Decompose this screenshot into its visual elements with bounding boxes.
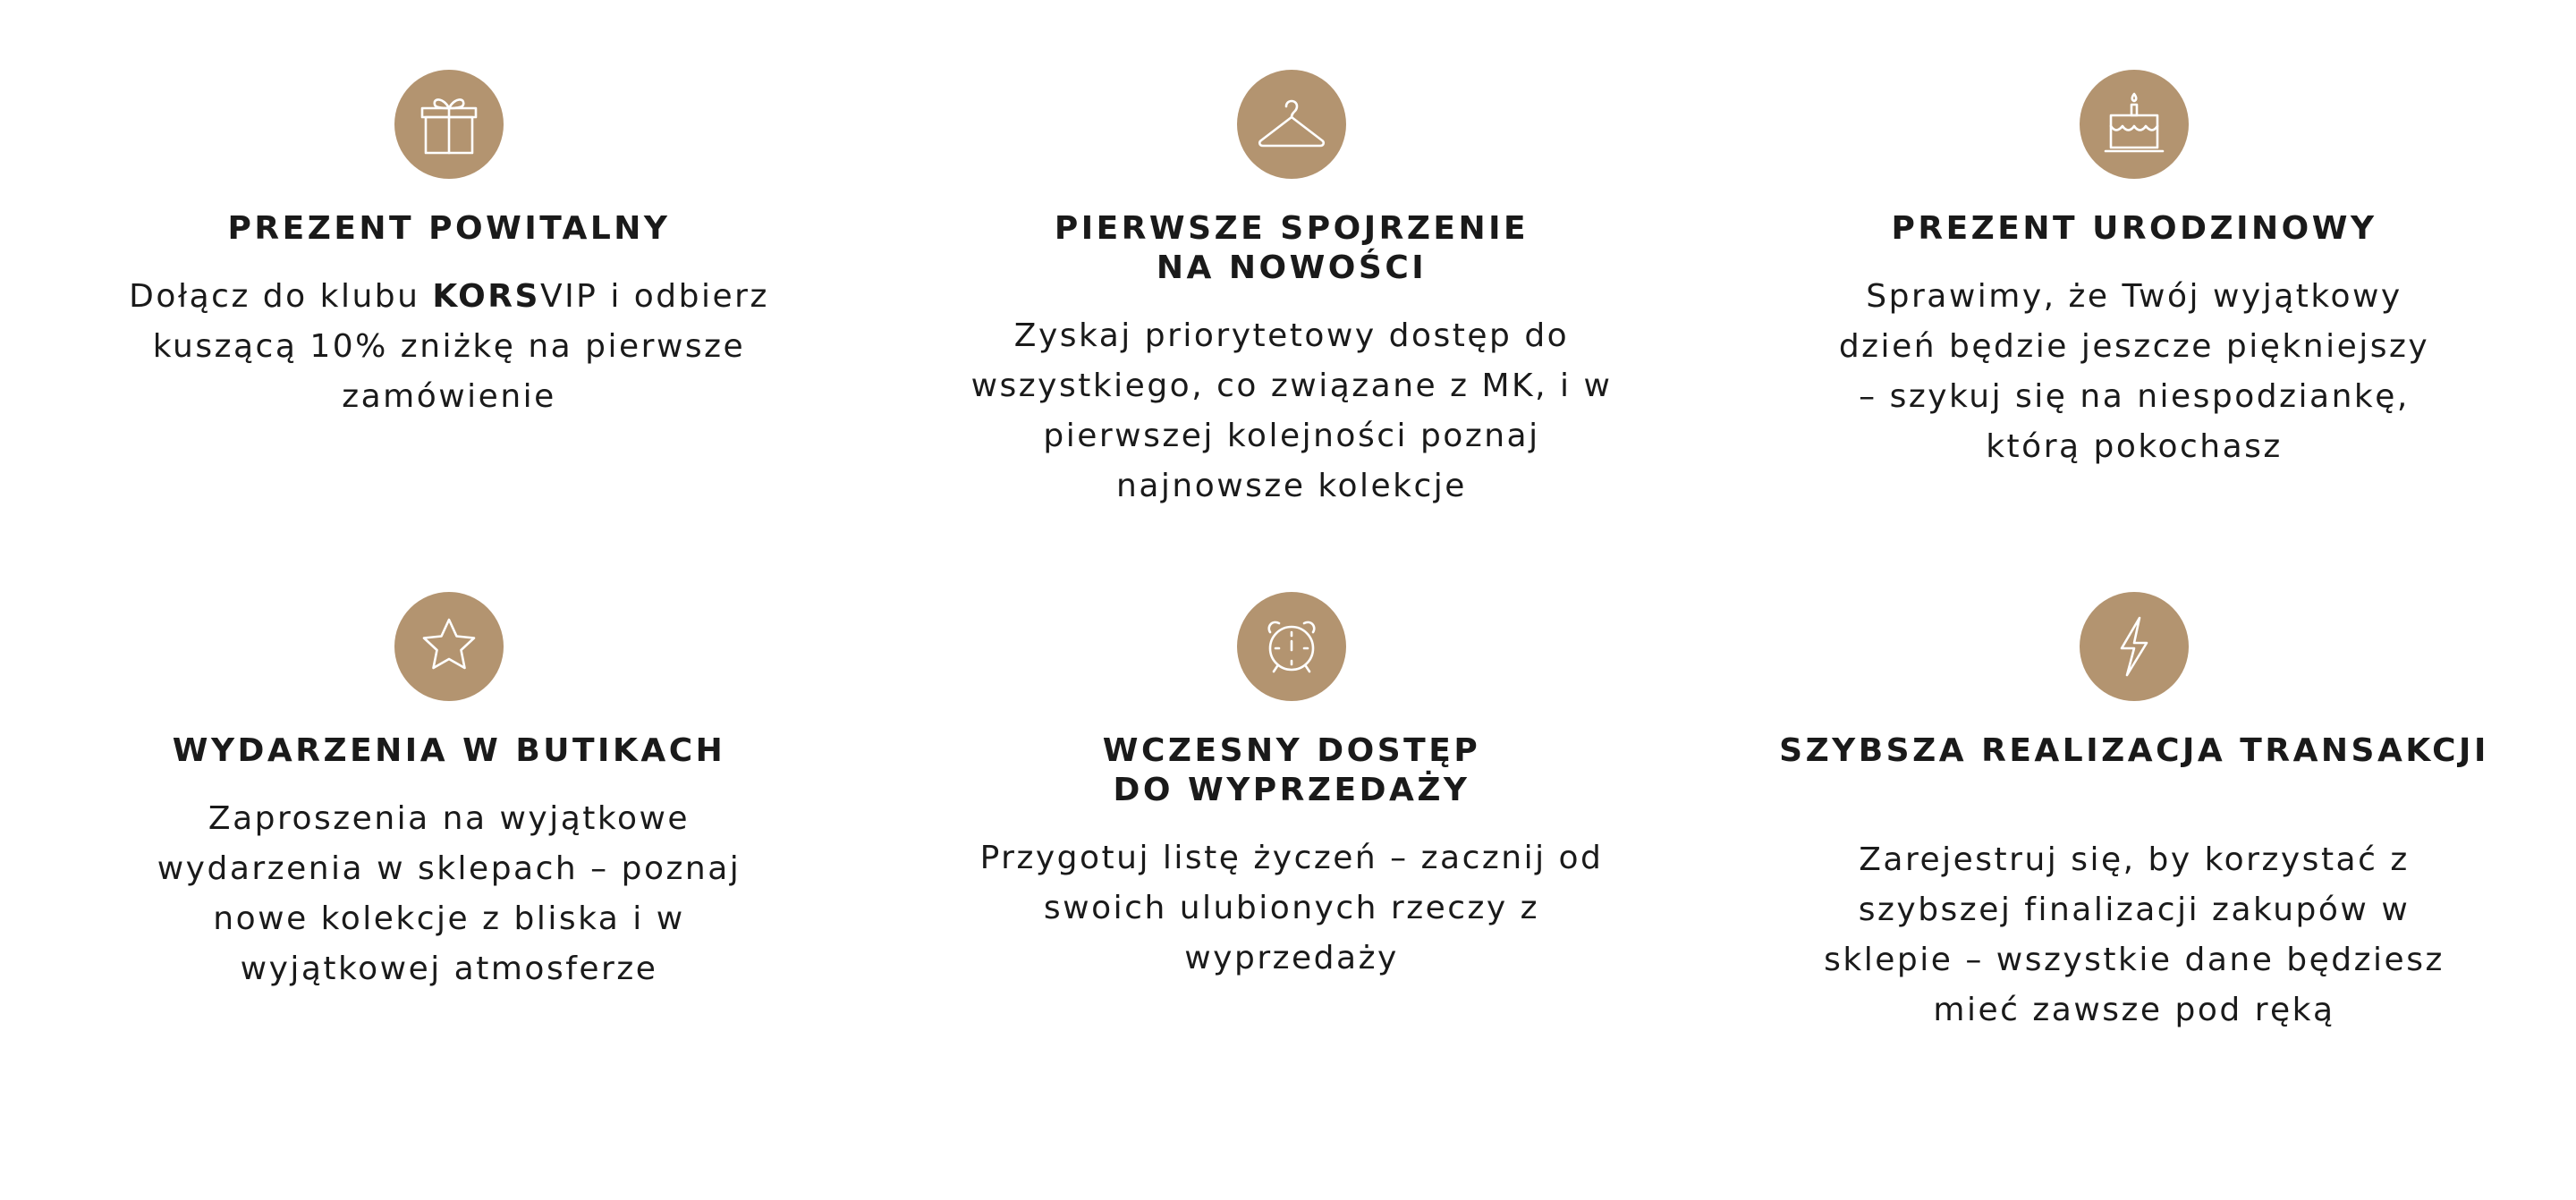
- benefit-description-line: Zyskaj priorytetowy dostęp do: [1013, 317, 1570, 354]
- benefit-title: [869, 731, 1714, 810]
- benefit-description-line: wszystkiego, co związane z MK, i w: [970, 368, 1613, 404]
- benefit-description-line: Zaproszenia na wyjątkowe: [208, 800, 691, 837]
- benefit-title-line: PREZENT URODZINOWY: [1891, 210, 2377, 247]
- benefit-description-line: którą pokochasz: [1986, 428, 2283, 465]
- gift-icon: [394, 70, 504, 179]
- hanger-icon: [1237, 70, 1346, 179]
- benefit-description-line: wyprzedaży: [1184, 940, 1399, 976]
- benefit-description-line: – szykuj się na niespodziankę,: [1859, 378, 2410, 415]
- benefit-title: [869, 209, 1714, 288]
- benefit-title-line: WCZESNY DOSTĘP: [1102, 732, 1481, 769]
- benefit-card-birthday-gift: [1712, 70, 2556, 472]
- brand-name-korsvip: KORS: [432, 278, 540, 315]
- benefit-description-line: pierwszej kolejności poznaj: [1043, 418, 1540, 454]
- birthday-cake-icon: [2080, 70, 2189, 179]
- benefit-description-line: mieć zawsze pod ręką: [1933, 992, 2335, 1028]
- benefit-description-line: sklepie – wszystkie dane będziesz: [1824, 942, 2445, 978]
- benefit-title: [27, 731, 871, 771]
- benefit-description-line: swoich ulubionych rzeczy z: [1043, 890, 1540, 926]
- benefit-description-line: wydarzenia w sklepach – poznaj: [157, 850, 741, 887]
- benefit-card-welcome-gift: [27, 70, 871, 422]
- benefit-description: [27, 272, 871, 422]
- benefit-title-line: PREZENT POWITALNY: [227, 210, 671, 247]
- benefit-description-line: Sprawimy, że Twój wyjątkowy: [1866, 278, 2402, 315]
- benefit-title-line: NA NOWOŚCI: [1156, 249, 1428, 286]
- benefit-title-line: PIERWSZE SPOJRZENIE: [1054, 210, 1530, 247]
- benefit-card-early-sale-access: [869, 592, 1714, 984]
- benefit-card-faster-checkout: [1712, 592, 2556, 1035]
- benefit-description-line: Przygotuj listę życzeń – zacznij od: [979, 840, 1604, 876]
- benefit-description: [27, 794, 871, 994]
- benefit-card-first-look: [869, 70, 1714, 511]
- benefit-description: [869, 833, 1714, 984]
- benefit-description-line: wyjątkowej atmosferze: [240, 951, 658, 987]
- benefit-description: [869, 311, 1714, 511]
- benefit-description-line: szybszej finalizacji zakupów w: [1858, 892, 2411, 928]
- benefit-description-line: najnowsze kolekcje: [1116, 468, 1467, 504]
- benefit-title: [1712, 209, 2556, 249]
- benefit-description-line: [27, 272, 871, 322]
- benefit-title: [27, 209, 871, 249]
- benefit-description: [1712, 835, 2556, 1035]
- lightning-icon: [2080, 592, 2189, 701]
- benefit-title-line: SZYBSZA REALIZACJA TRANSAKCJI: [1779, 732, 2489, 769]
- benefit-description-line: nowe kolekcje z bliska i w: [213, 900, 685, 937]
- alarm-clock-icon: [1237, 592, 1346, 701]
- benefit-description-line: kuszącą 10% zniżkę na pierwsze: [152, 328, 746, 365]
- benefit-description-line: zamówienie: [342, 378, 556, 415]
- benefit-card-boutique-events: [27, 592, 871, 994]
- benefit-description: [1712, 272, 2556, 472]
- star-icon: [394, 592, 504, 701]
- benefit-description-line: dzień będzie jeszcze piękniejszy: [1838, 328, 2430, 365]
- benefit-title-line: WYDARZENIA W BUTIKACH: [172, 732, 726, 769]
- benefit-description-line: Zarejestruj się, by korzystać z: [1859, 841, 2410, 878]
- desc-text: VIP i odbierz: [539, 278, 769, 315]
- desc-text: Dołącz do klubu: [129, 278, 433, 315]
- benefit-title-line: DO WYPRZEDAŻY: [1113, 772, 1470, 808]
- benefit-title: [1712, 731, 2556, 771]
